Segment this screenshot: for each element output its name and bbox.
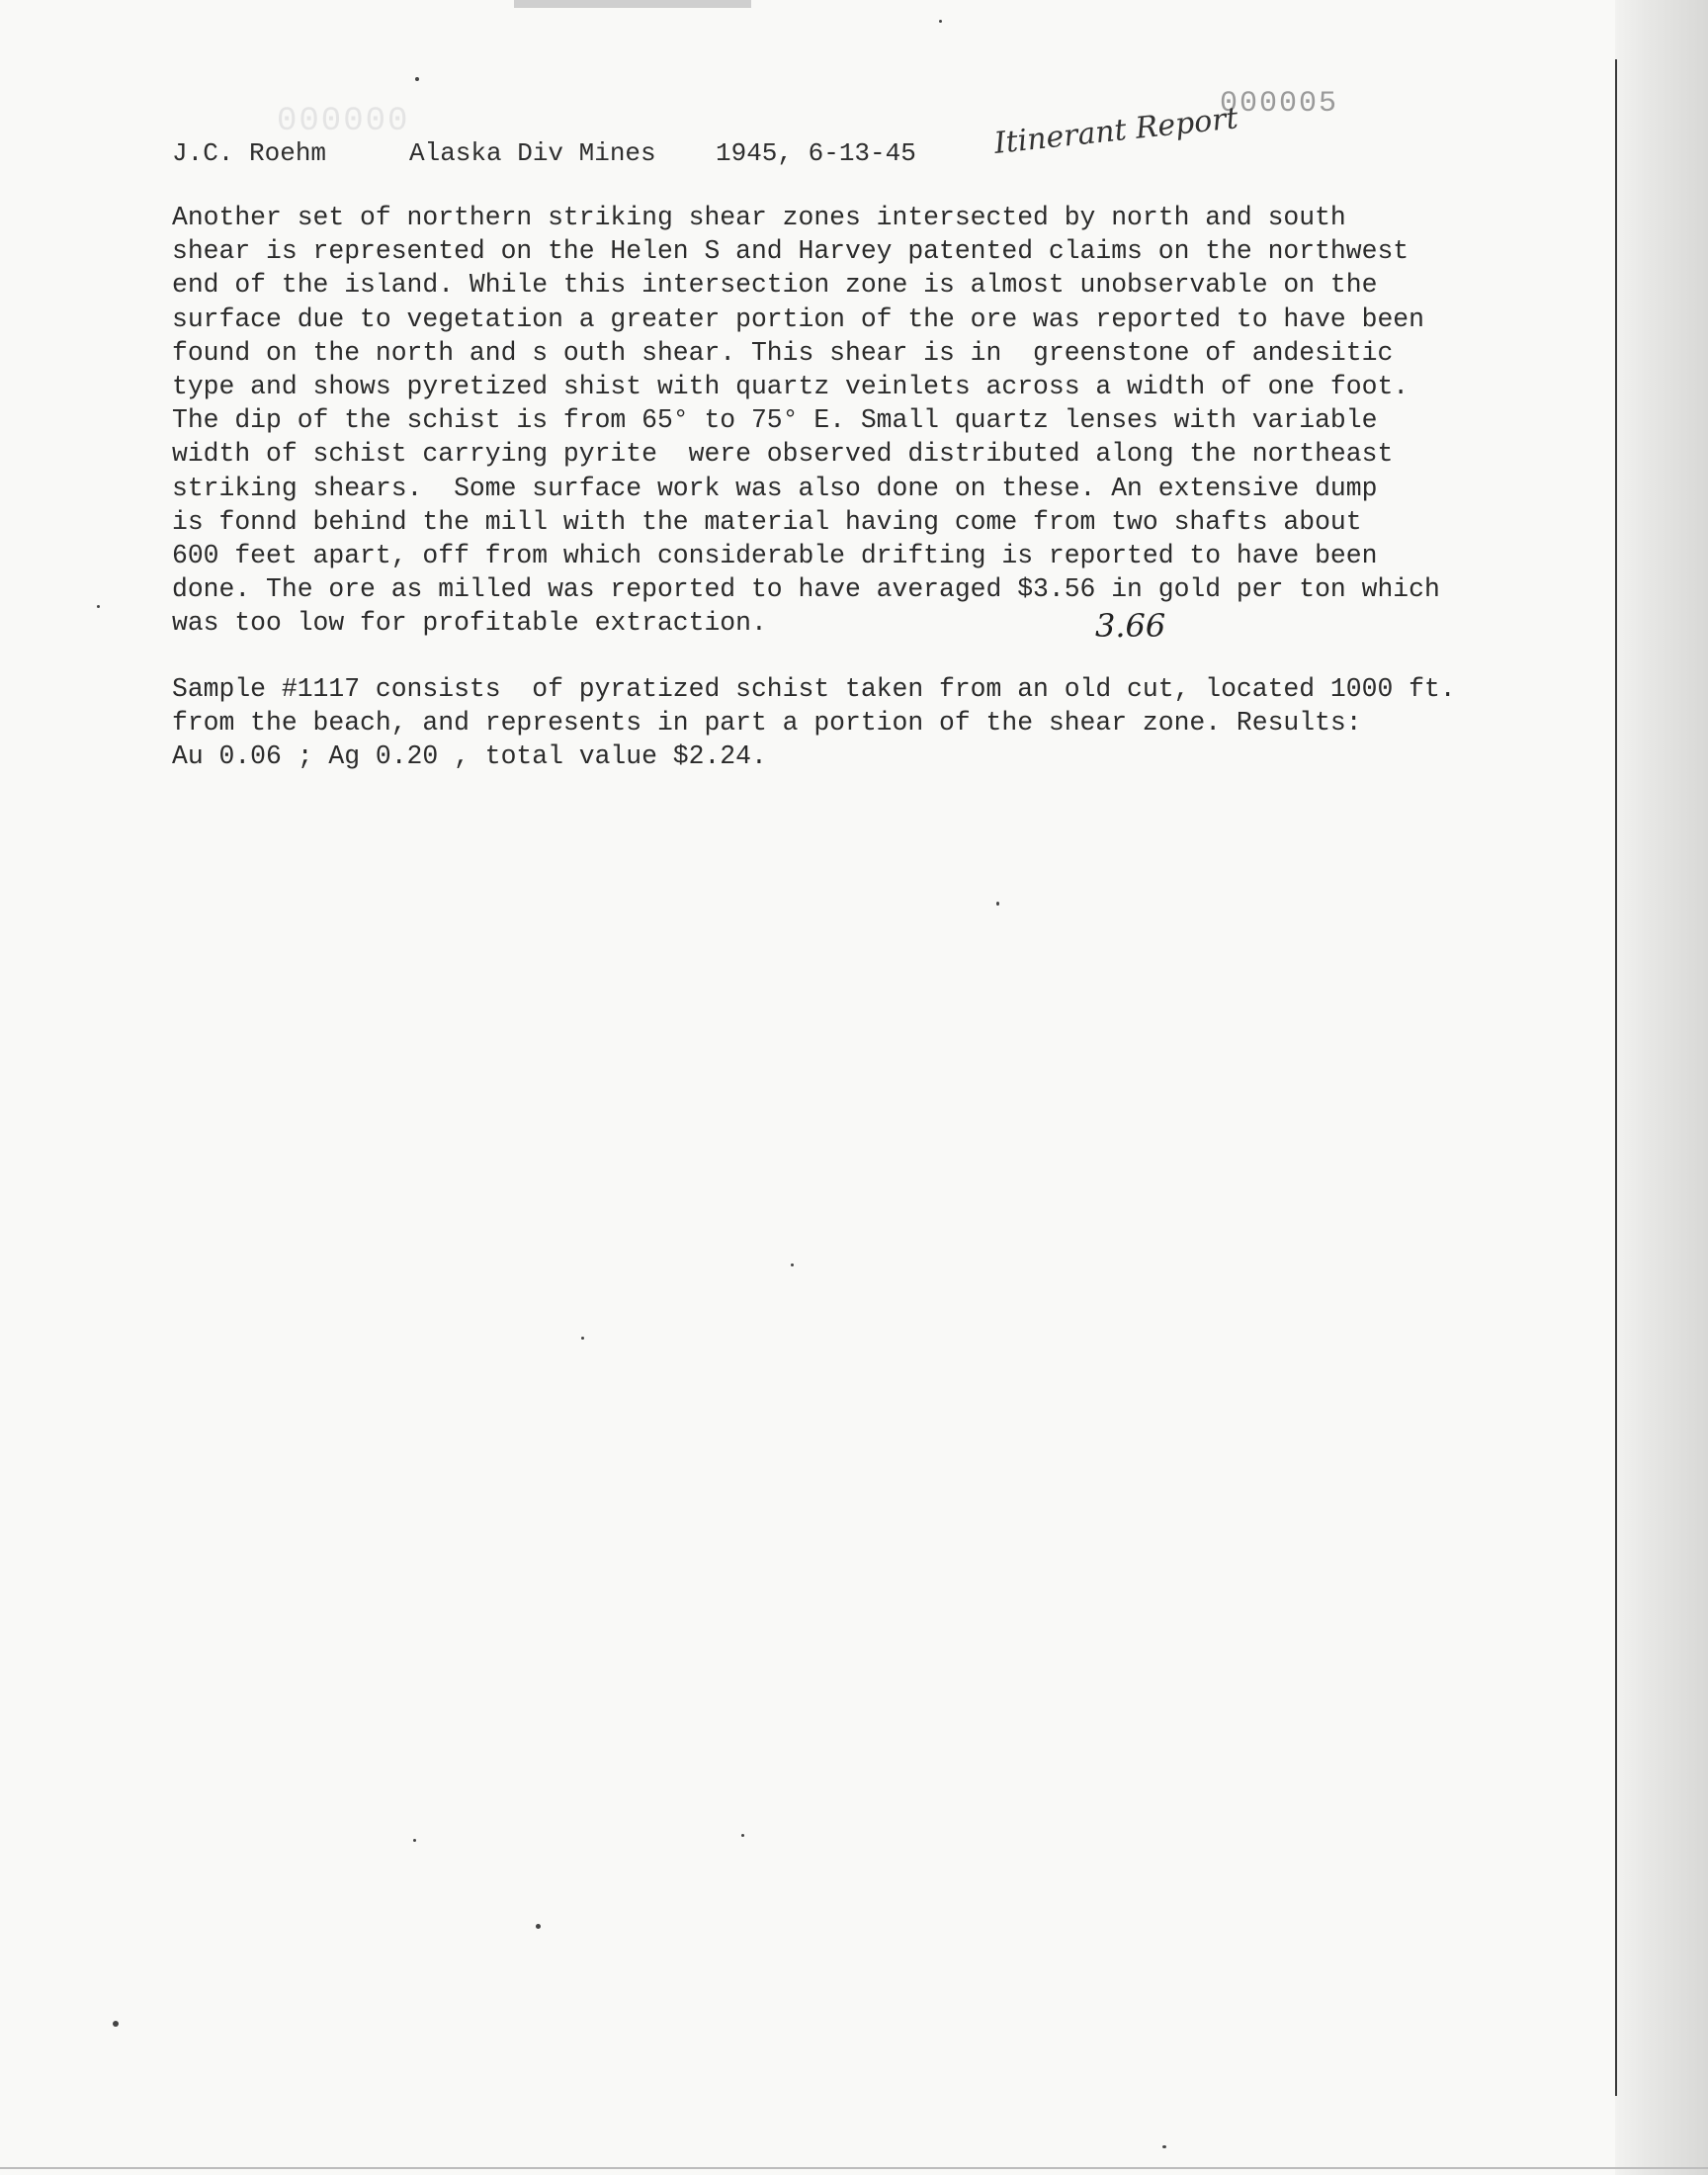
scan-artifact-top bbox=[514, 0, 751, 8]
scan-speck bbox=[413, 1839, 416, 1842]
paragraph-1 bbox=[172, 201, 1576, 640]
text-line: end of the island. While this intersection zone is almost unobservable on the bbox=[172, 270, 1378, 301]
text-line: The dip of the schist is from 65° to 75° E. Small quartz lenses with variable bbox=[172, 405, 1378, 436]
text-line: striking shears. Some surface work was also done on these. An extensive dump bbox=[172, 473, 1378, 503]
author: J.C. Roehm bbox=[172, 138, 327, 168]
text-line: Sample #1117 consists of pyratized schist taken from an old cut, located 1000 ft. bbox=[172, 674, 1456, 704]
scan-speck bbox=[415, 77, 419, 81]
scan-speck bbox=[113, 2021, 119, 2027]
text-line: Au 0.06 ; Ag 0.20 , total value $2.24. bbox=[172, 741, 767, 772]
text-line: shear is represented on the Helen S and Harvey patented claims on the northwest bbox=[172, 236, 1409, 267]
scan-speck bbox=[741, 1834, 744, 1837]
bleed-through-number: 000000 bbox=[277, 103, 410, 140]
text-line: type and shows pyretized shist with quartz veinlets across a width of one foot. bbox=[172, 371, 1409, 401]
document-header bbox=[172, 138, 916, 168]
text-line: width of schist carrying pyrite were observed distributed along the northeast bbox=[172, 439, 1394, 470]
scan-speck bbox=[97, 605, 100, 608]
scan-speck bbox=[581, 1337, 584, 1340]
text-line: surface due to vegetation a greater portion of the ore was reported to have been bbox=[172, 304, 1424, 334]
text-line: is fonnd behind the mill with the material having come from two shafts about bbox=[172, 506, 1362, 537]
text-line: Another set of northern striking shear zones intersected by north and south bbox=[172, 203, 1346, 232]
report-dates: 1945, 6-13-45 bbox=[716, 138, 916, 168]
text-line: 600 feet apart, off from which considerable drifting is reported to have been bbox=[172, 540, 1378, 570]
organization: Alaska Div Mines bbox=[409, 138, 656, 168]
scan-speck bbox=[536, 1924, 541, 1929]
scan-speck bbox=[939, 20, 942, 23]
scan-edge-shadow bbox=[1615, 0, 1708, 2175]
scan-speck bbox=[996, 902, 999, 906]
scan-speck bbox=[791, 1263, 794, 1266]
text-line: found on the north and s outh shear. This shear is in greenstone of andesitic bbox=[172, 337, 1394, 368]
paragraph-2 bbox=[172, 672, 1576, 774]
handwritten-correction: 3.66 bbox=[1095, 607, 1166, 645]
text-line: from the beach, and represents in part a portion of the shear zone. Results: bbox=[172, 708, 1362, 739]
scan-speck bbox=[1162, 2145, 1166, 2148]
page-number-stamp: 000005 bbox=[1220, 87, 1339, 121]
page-bottom-rule bbox=[0, 2167, 1708, 2169]
handwritten-title: Itinerant Report bbox=[992, 101, 1240, 161]
text-line: was too low for profitable extraction. bbox=[172, 608, 767, 639]
page-edge-rule bbox=[1615, 59, 1617, 2096]
text-line: done. The ore as milled was reported to have averaged $3.56 in gold per ton which bbox=[172, 574, 1440, 605]
